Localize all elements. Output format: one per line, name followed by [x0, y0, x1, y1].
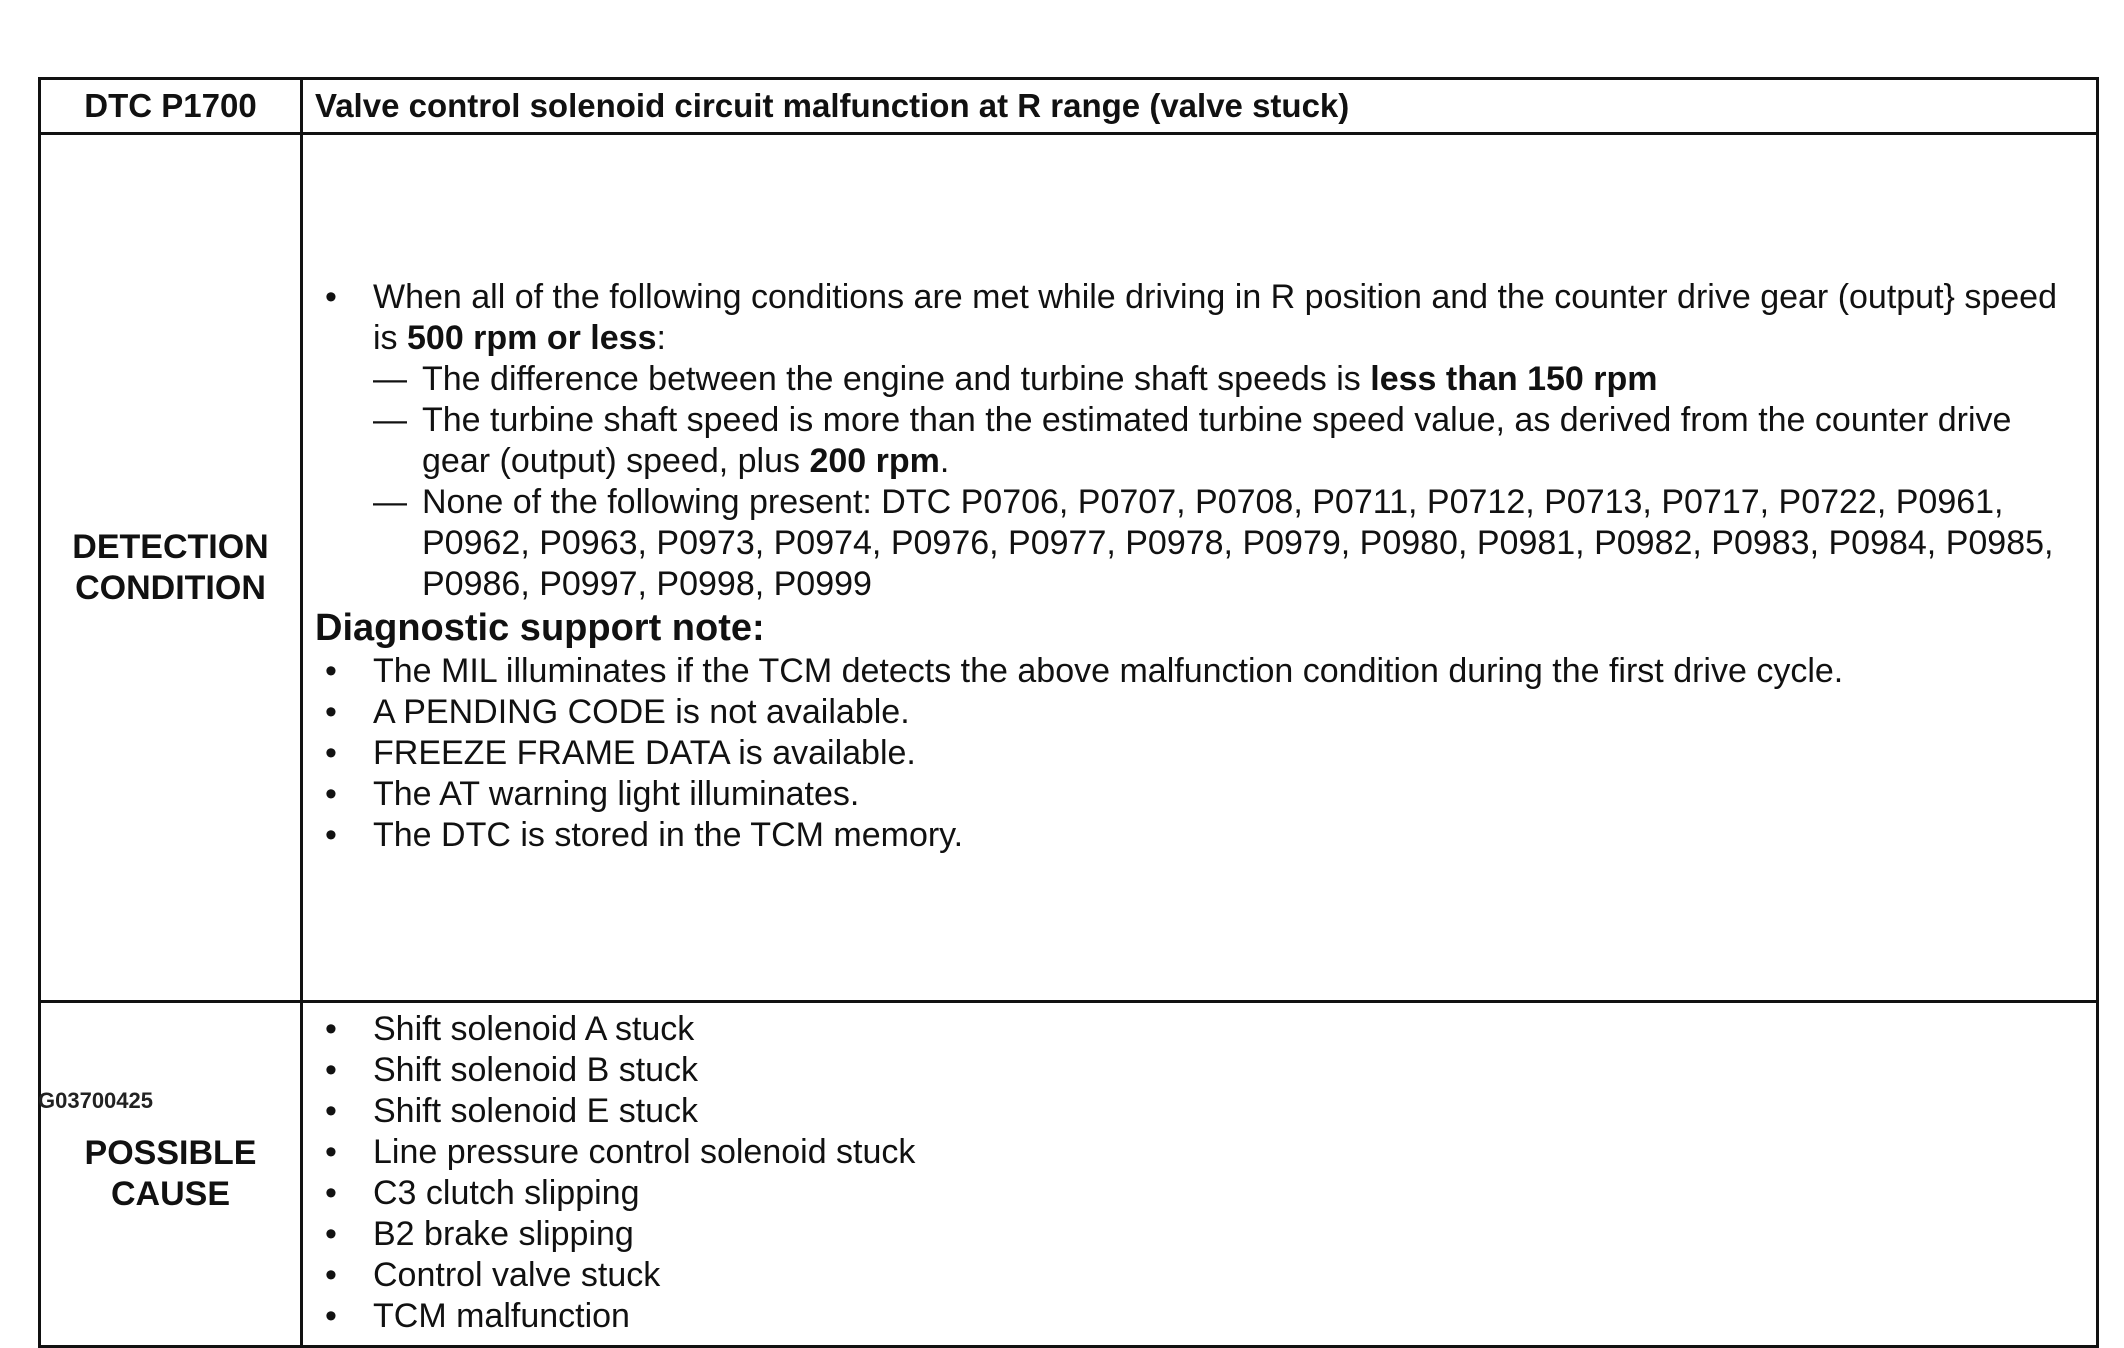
list-item: • Shift solenoid B stuck: [315, 1050, 2084, 1091]
main-condition: • When all of the following conditions are met while driving in R position and the counter drive gear (output} speed is 500 rpm or less:: [315, 277, 2084, 359]
sub-condition: — The turbine shaft speed is more than the estimated turbine speed value, as derived from the counter drive gear (output) speed, plus 200 rpm.: [373, 401, 2012, 480]
list-item: • Shift solenoid E stuck: [315, 1091, 2084, 1132]
figure-id: G03700425: [38, 1088, 153, 1113]
sub-condition: — The difference between the engine and turbine shaft speeds is less than 150 rpm: [373, 360, 1658, 398]
dtc-table: [38, 77, 2099, 1348]
possible-cause-list: [315, 1009, 2084, 1337]
list-item: • The MIL illuminates if the TCM detects the above malfunction condition during the first drive cycle.: [315, 651, 2084, 692]
possible-cause-label: POSSIBLE CAUSE: [40, 1002, 302, 1347]
detection-row: [40, 134, 2098, 1002]
list-item: • TCM malfunction: [315, 1296, 2084, 1337]
list-item: • Shift solenoid A stuck: [315, 1009, 2084, 1050]
main-condition-list: [315, 277, 2084, 359]
list-item: • FREEZE FRAME DATA is available.: [315, 733, 2084, 774]
detection-label: DETECTION CONDITION: [40, 134, 302, 1002]
possible-cause-row: [40, 1002, 2098, 1347]
sub-condition: — None of the following present: DTC P0706, P0707, P0708, P0711, P0712, P0713, P0717, P0722, P0961, P0962, P0963, P0973, P0974, P0976, P0977, P0978, P0979, P0980, P0981, P0982, P0983, P0984, P0985, P0986, P0997, P0998, P0999: [373, 483, 2054, 603]
diagnostic-note-heading: Diagnostic support note:: [315, 607, 765, 649]
list-item: • The AT warning light illuminates.: [315, 774, 2084, 815]
list-item: • B2 brake slipping: [315, 1214, 2084, 1255]
list-item: • Line pressure control solenoid stuck: [315, 1132, 2084, 1173]
list-item: • A PENDING CODE is not available.: [315, 692, 2084, 733]
header-row: [40, 79, 2098, 134]
detection-content: [302, 134, 2098, 1002]
list-item: • C3 clutch slipping: [315, 1173, 2084, 1214]
diagnostic-notes-list: [315, 651, 2084, 856]
list-item: • Control valve stuck: [315, 1255, 2084, 1296]
dtc-title: Valve control solenoid circuit malfunction at R range (valve stuck): [302, 79, 2098, 134]
list-item: • The DTC is stored in the TCM memory.: [315, 815, 2084, 856]
dtc-code: DTC P1700: [40, 79, 302, 134]
possible-cause-content: [302, 1002, 2098, 1347]
